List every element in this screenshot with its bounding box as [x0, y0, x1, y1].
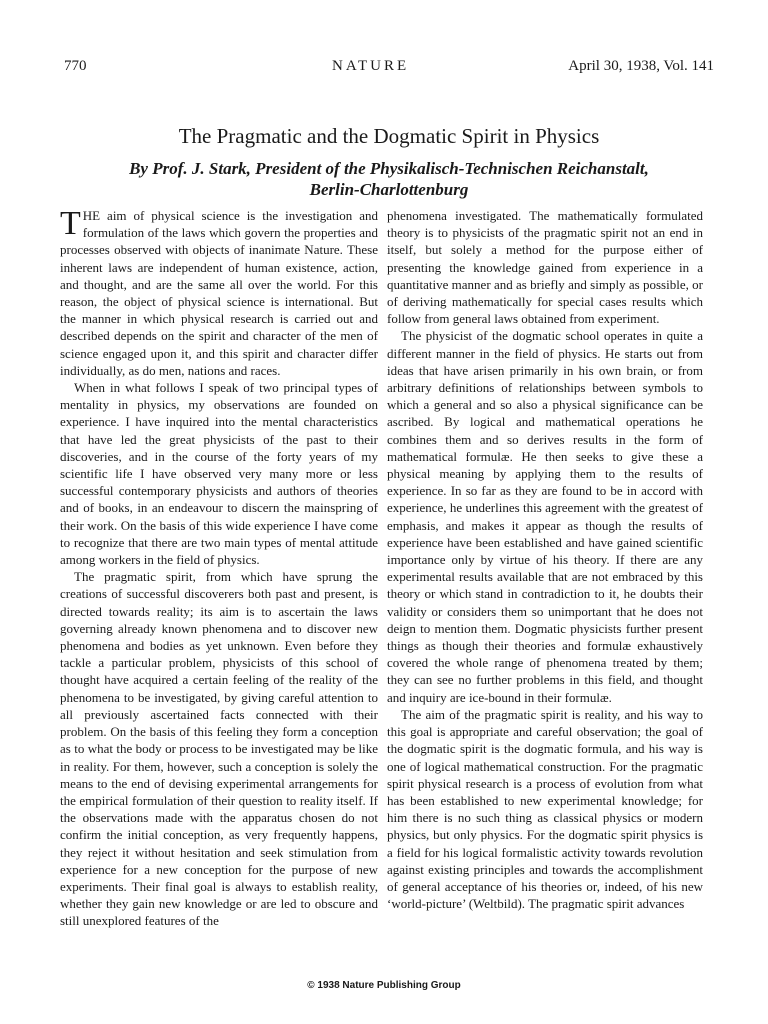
issue-date-volume: April 30, 1938, Vol. 141	[568, 58, 714, 74]
paragraph: The pragmatic spirit, from which have sprung the creations of successful discoverers both past and present, is directed towards reality; its aim is to ascertain the laws governing already known phenomena and to discover new phenomena and bodies as yet unknown. Even before they tackle a particular problem, physicists of this school of thought have acquired a certain feeling of the reality of the phenomena to be investigated, by giving careful attention to all previously ascertained facts connected with their problem. On the basis of this feeling they form a conception as to what the body or process to be investigated may be like in reality. For them, however, such a conception is solely the means to the end of devising experimental arrangements for the empirical formulation of their question to reality itself. If the observations made with the apparatus chosen do not confirm the initial conception, as very frequently happens, they reject it without hesitation and seek stimulation from experience for a new conception for the purpose of new experiments. Their final goal is always to establish reality, whether they gain new knowledge or are led to obscure and still unexplored features of the	[60, 569, 378, 929]
journal-name: NATURE	[332, 58, 410, 74]
drop-cap: T	[60, 205, 81, 242]
paragraph: The physicist of the dogmatic school operates in quite a different manner in the field of physics. He starts out from ideas that have arisen primarily in his own brain, or from arbitrary definitions of relationships between symbols to which a general and so also a physical significance can be ascribed. By logical and mathematical operations he combines them and so derives results in the form of mathematical formulæ. He then seeks to give these a physical meaning by applying them to the results of experience. In so far as they are found to be in accord with experience, he underlines this agreement with the greatest of emphasis, and makes it appear as though the results of experience have been established and have gained scientific importance only by virtue of his theory. If there are any experimental results available that are not embraced by this theory or which stand in contradiction to it, he doubts their validity or considers them so unimportant that he does not deign to mention them. Dogmatic physicists further present things as though their theories and formulæ exhaustively covered the whole range of phenomena treated by them; they can see no further problems in this field, and thought and inquiry are ice-bound in their formulæ.	[387, 328, 703, 705]
article-byline	[64, 158, 714, 200]
paragraph: When in what follows I speak of two principal types of mentality in physics, my observations are founded on experience. I have inquired into the mental characteristics that have led the great physicists of the past to their discoveries, and in the course of the forty years of my scientific life I have observed very many more or less successful contemporary physicists and authors of theories and of books, in an endeavour to discern the mainspring of their work. On the basis of this wide experience I have come to recognize that there are two main types of mental attitude among workers in the field of physics.	[60, 380, 378, 568]
paragraph: phenomena investigated. The mathematically formulated theory is to physicists of the pragmatic spirit not an end in itself, but solely a method for the purpose either of presenting the knowledge gained from experience in a quantitative manner and as briefly and simply as possible, or of deriving mathematically for special cases results which follow from general laws obtained from experiment.	[387, 208, 703, 327]
copyright-footer: © 1938 Nature Publishing Group	[307, 980, 461, 991]
paragraph-text: HE aim of physical science is the investigation and formulation of the laws which govern the properties and processes observed with objects of inanimate Nature. These inherent laws are independent of human existence, action, and thought, and are the same all over the world. For this reason, the object of physical science is international. But the manner in which physical research is carried out and described depends on the spirit and character of the men of science engaged upon it, and this spirit and character differ individually, as do men, nations and races.	[60, 208, 378, 378]
running-header	[64, 58, 714, 80]
page-number: 770	[64, 58, 87, 74]
paragraph	[60, 207, 378, 379]
byline-location: Berlin-Charlottenburg	[309, 180, 469, 199]
left-column	[60, 207, 378, 930]
byline-author-affiliation: By Prof. J. Stark, President of the Physikalisch-Technischen Reichanstalt,	[129, 159, 649, 178]
right-column	[387, 207, 703, 912]
paragraph: The aim of the pragmatic spirit is reality, and his way to this goal is appropriate and careful observation; the goal of the dogmatic spirit is the dogmatic formula, and his way is one of logical mathematical construction. For the pragmatic spirit physical research is a process of evolution from what has been established to new experimental knowledge; for him there is no such thing as classical physics or modern physics, but only physics. For the dogmatic spirit physics is a field for his logical formalistic activity towards revolution against existing principles and towards the accomplishment of general acceptance of his theories or, indeed, of his new ‘world-picture’ (Weltbild). The pragmatic spirit advances	[387, 706, 703, 912]
article-title: The Pragmatic and the Dogmatic Spirit in Physics	[178, 124, 600, 148]
